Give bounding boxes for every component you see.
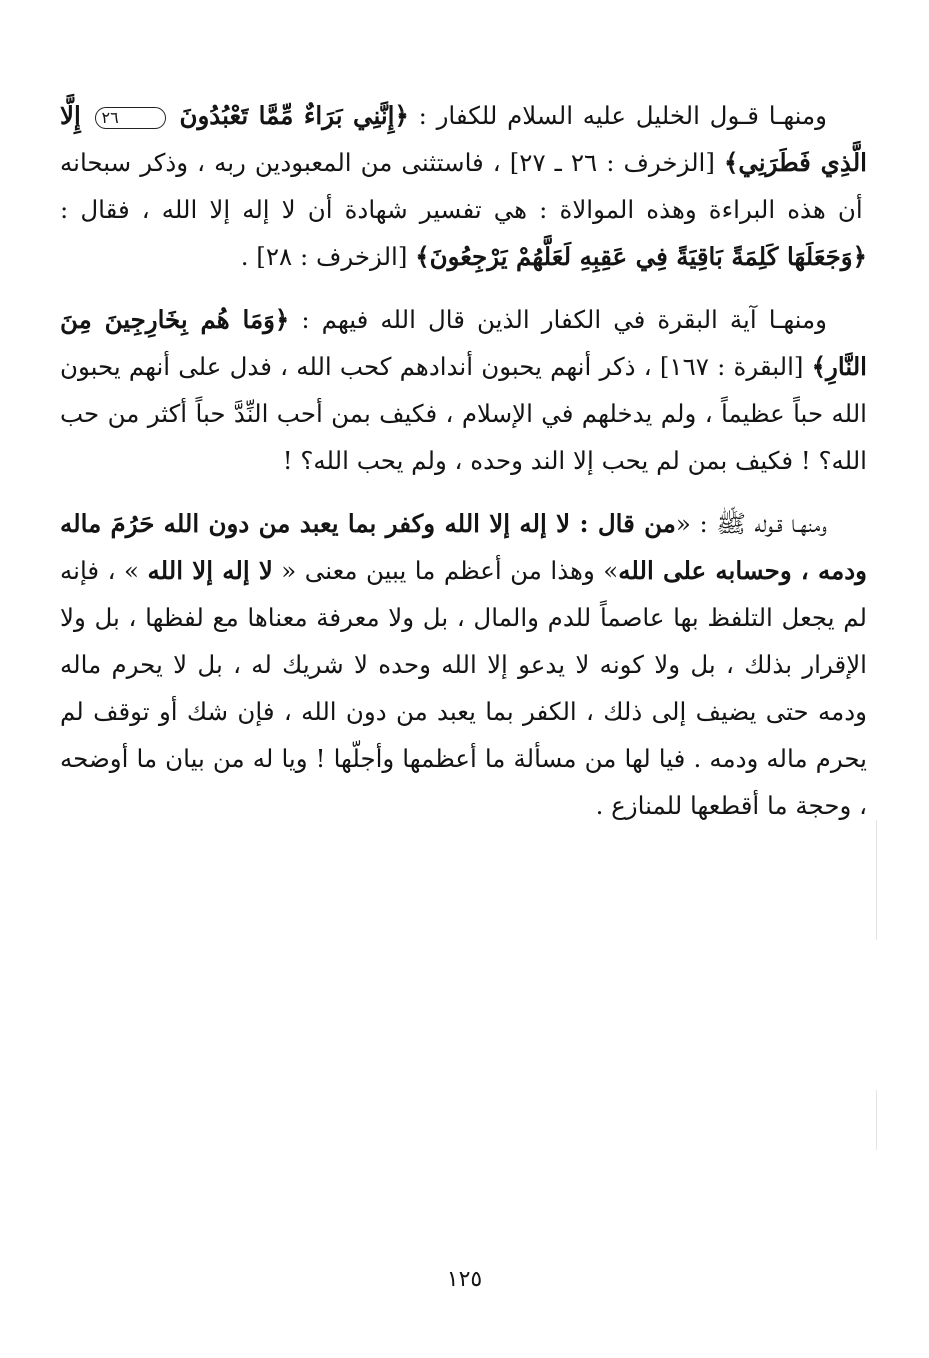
quran-verse: ﴿وَجَعَلَهَا كَلِمَةً بَاقِيَةً فِي عَقِبِهِ لَعَلَّهُمْ يَرْجِعُونَ﴾ xyxy=(415,242,867,271)
ayah-number: ٢٦ xyxy=(95,107,166,129)
paragraph-1 xyxy=(60,92,867,280)
quran-verse: ﴿وَمَا هُم بِخَارِجِينَ مِنَ النَّارِ﴾ xyxy=(60,305,867,381)
shahada-phrase: لا إله إلا الله xyxy=(147,556,273,585)
paragraph-2 xyxy=(60,296,867,484)
scan-edge-mark xyxy=(876,1090,877,1150)
quran-verse: إِلَّا الَّذِي فَطَرَنِي﴾ xyxy=(60,101,867,177)
text-run: ومنهـا قـول الخليل عليه السلام للكفار : xyxy=(408,101,828,130)
paragraph-3 xyxy=(60,500,867,829)
text-run: [الزخرف : ٢٦ ـ ٢٧] ، فاستثنى من المعبودين ربه ، وذكر سبحانه أن هذه البراءة وهذه الموالاة : هي تفسير شهادة أن لا إله إلا الله ، فقال : xyxy=(60,148,863,224)
page-number: ١٢٥ xyxy=(446,1267,483,1292)
text-run: ومنهـا قـوله ﷺ : « xyxy=(675,509,827,538)
text-run: » وهذا من أعظم ما يبين معنى « xyxy=(272,556,619,585)
page-body xyxy=(60,92,867,845)
text-run: » ، فإنه لم يجعل التلفظ بها عاصماً للدم والمال ، بل ولا معرفة معناها مع لفظها ، بل ولا الإقرار بذلك ، بل ولا كونه لا يدعو إلا الله وحده لا شريك له ، بل لا يحرم ماله ودمه حتى يضيف إلى ذلك ، الكفر بما يعبد من دون الله ، فإن شك أو توقف لم يحرم ماله ودمه . فيا لها من مسألة ما أعظمها وأجلّها ! ويا له من بيان ما أوضحه ، وحجة ما أقطعها للمنازع . xyxy=(60,556,867,820)
quran-verse: ﴿إِنَّنِي بَرَاءٌ مِّمَّا تَعْبُدُونَ xyxy=(179,101,409,130)
scan-edge-mark xyxy=(876,820,877,940)
text-run: [البقرة : ١٦٧] ، ذكر أنهم يحبون أندادهم كحب الله ، فدل على أنهم يحبون الله حباً عظيماً ، ولم يدخلهم في الإسلام ، فكيف بمن أحب النِّدَّ حباً أكثر من حب الله؟ ! فكيف بمن لم يحب إلا الند وحده ، ولم يحب الله؟ ! xyxy=(60,352,867,475)
text-run: [الزخرف : ٢٨] . xyxy=(240,242,408,271)
text-run: ومنهـا آية البقرة في الكفار الذين قال الله فيهم : xyxy=(289,305,828,334)
hadith-quote: من قال : لا إله إلا الله وكفر بما يعبد من دون الله حَرُمَ ماله ودمه ، وحسابه على الله xyxy=(60,509,867,585)
